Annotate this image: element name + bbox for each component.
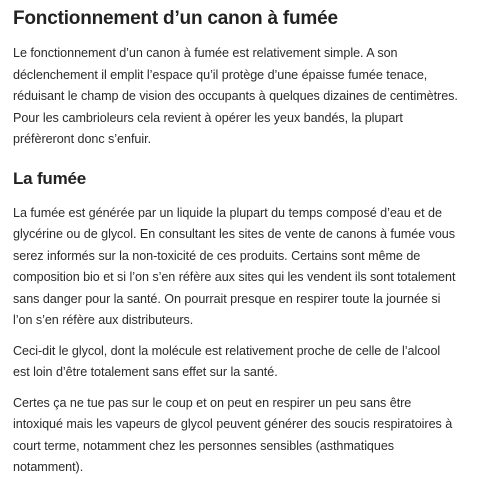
text-line: La fumée est générée par un liquide la plupart du temps composé d’eau et de bbox=[13, 205, 442, 220]
text-line: déclenchement il emplit l’espace qu’il protège d’une épaisse fumée tenace, bbox=[13, 67, 428, 82]
text-line: court terme, notamment chez les personnes sensibles (asthmatiques bbox=[13, 438, 395, 453]
section-paragraph-3 bbox=[13, 393, 485, 479]
article-content bbox=[13, 0, 485, 479]
text-line: réduisant le champ de vision des occupants à quelques dizaines de centimètres. bbox=[13, 89, 458, 103]
text-line: glycérine ou de glycol. En consultant les sites de vente de canons à fumée vous bbox=[13, 227, 455, 241]
text-line: composition bio et si l’on s’en réfère aux sites qui les vendent ils sont totalement bbox=[13, 270, 456, 284]
section-paragraph-2 bbox=[13, 341, 485, 384]
text-line: Certes ça ne tue pas sur le coup et on peut en respirer un peu sans être bbox=[13, 395, 412, 410]
text-line: Le fonctionnement d’un canon à fumée est relativement simple. A son bbox=[13, 46, 398, 60]
text-line: sans danger pour la santé. On pourrait presque en respirer toute la journée si bbox=[13, 291, 441, 306]
text-line: préfèreront donc s’enfuir. bbox=[13, 132, 152, 146]
text-line: est loin d’être totalement sans effet sur la santé. bbox=[13, 365, 278, 379]
section-paragraph-1 bbox=[13, 203, 485, 332]
text-line: Pour les cambrioleurs cela revient à opérer les yeux bandés, la plupart bbox=[13, 110, 403, 125]
section-heading: La fumée bbox=[13, 168, 87, 188]
text-line: notamment). bbox=[13, 460, 84, 474]
text-line: Ceci-dit le glycol, dont la molécule est relativement proche de celle de l’alcool bbox=[13, 343, 441, 358]
text-line: serez informés sur la non-toxicité de ces produits. Certains sont même de bbox=[13, 248, 421, 263]
intro-paragraph bbox=[13, 43, 485, 151]
text-line: l’on s’en réfère aux distributeurs. bbox=[13, 313, 194, 327]
text-line: intoxiqué mais les vapeurs de glycol peuvent générer des soucis respiratoires à bbox=[13, 417, 453, 431]
article-title: Fonctionnement d’un canon à fumée bbox=[13, 8, 338, 29]
